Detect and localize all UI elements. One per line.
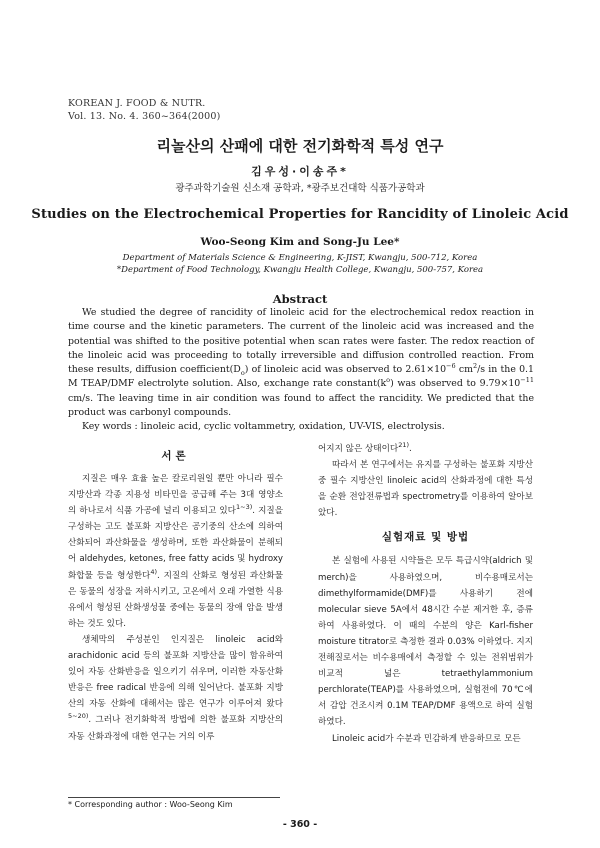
footnote-rule bbox=[68, 797, 280, 798]
affiliation-1: Department of Materials Science & Engineering, K-JIST, Kwangju, 500-712, Korea bbox=[122, 253, 478, 263]
intro-paragraph-3: 따라서 본 연구에서는 유지를 구성하는 불포화 지방산 중 필수 지방산인 linoleic acid의 산화과정에 대한 특성을 순환 전압전류법과 spectrometry를 이용하여 알아보았다. bbox=[318, 460, 533, 519]
abstract-body bbox=[68, 306, 534, 435]
journal-header bbox=[68, 97, 221, 123]
section-heading-introduction: 서론 bbox=[161, 450, 190, 462]
methods-paragraph-1: 본 실험에 사용된 시약들은 모두 특급시약(aldrich 및 merch)을 사용하였으며, 비수용매로서는 dimethylformamide(DMF)를 사용하기 전에 molecular sieve 5A에서 48시간 수분 제거한 후, 증류하여 사용하였다. 이 때의 수분의 양은 Karl-fisher moisture titrator로 측정한 결과 0.03% 이하였다. 지지전해질로서는 비수용매에서 측정할 수 있는 전위범위가 비교적 넓은 tetraethylammonium perchlorate(TEAP)를 사용하였으며, 실험전에 70℃에서 감압 건조시켜 0.1M TEAP/DMF 용액으로 하여 실험하였다. bbox=[318, 556, 533, 728]
journal-name: KOREAN J. FOOD & NUTR. bbox=[68, 98, 206, 109]
abstract-text: We studied the degree of rancidity of linoleic acid for the electrochemical redox reaction in time course and the kinetic parameters. The current of the linoleic acid was increased and the potential was shifted to the positive potential when scan rates were faster. The redox reaction of the linoleic acid was proceeding to totally irreversible and diffusion controlled reaction. From these results, diffusion $coefficient(D_o)$ of linoleic acid was observed to $2.61\times 10^{-6}$ $cm^2/s$ in the 0.1 M TEAP/DMF electrolyte solution. Also, exchange rate $constant(k^o)$ was observed to $9.79\times 10^{-11}$ cm/s. The leaving time in air condition was found to affect the rancidity. We predicted that the product was carbonyl compounds. bbox=[68, 307, 534, 419]
korean-title: 리놀산의 산패에 대한 전기화학적 특성 연구 bbox=[156, 137, 444, 155]
english-title: Studies on the Electrochemical Properties for Rancidity of Linoleic Acid bbox=[31, 207, 569, 222]
intro-paragraph-continued: 어지지 않은 상태이다$^{21)}$. bbox=[318, 441, 412, 454]
journal-volume: Vol. 13. No. 4. 360~364(2000) bbox=[68, 111, 221, 122]
english-authors: Woo-Seong Kim and Song-Ju Lee* bbox=[200, 236, 400, 248]
affiliation-2: *Department of Food Technology, Kwangju Health College, Kwangju, 500-757, Korea bbox=[116, 265, 484, 275]
korean-authors: 김우성·이송주* bbox=[251, 165, 349, 178]
left-column bbox=[68, 441, 283, 745]
keywords: Key words : linoleic acid, cyclic voltammetry, oxidation, UV-VIS, electrolysis. bbox=[82, 421, 445, 433]
page-number: - 360 - bbox=[282, 819, 318, 830]
intro-paragraph-1: 지질은 매우 효율 높은 칼로리원일 뿐만 아니라 필수 지방산과 각종 지용성 비타민을 공급해 주는 3대 영양소의 하나로서 식품 가공에 널리 이용되고 있다$^{1\sim 3)}$. 지질을 구성하는 고도 불포화 지방산은 공기중의 산소에 의하여 산화되어 과산화물을 생성하며, 또한 과산화물이 분해되어 aldehydes, ketones, free fatty acids 및 hydroxy 화합물 등을 형성한다$^{4)}$. 지질의 산화로 형성된 과산화물은 동물의 성장을 저하시키고, 고온에서 오래 가열한 식용유에서 형성된 산화생성물 중에는 동물의 장애 암을 발생하는 것도 있다. bbox=[68, 474, 283, 629]
right-column bbox=[318, 441, 533, 747]
intro-paragraph-2: 생체막의 주성분인 인지질은 linoleic acid와 arachidonic acid 등의 불포화 지방산을 많이 함유하여 있어 자동 산화반응을 일으키기 쉬우며, 이러한 자동산화반응은 free radical 반응에 의해 일어난다. 불포화 지방산의 자동 산화에 대해서는 많은 연구가 이루어져 왔다$^{5\sim 20)}$. 그러나 전기화학적 방법에 의한 불포화 지방산의 자동 산화과정에 대한 연구는 거의 이루 bbox=[68, 634, 283, 742]
korean-affiliation: 광주과학기술원 신소재 공학과, *광주보건대학 식품가공학과 bbox=[175, 183, 425, 194]
abstract-heading: Abstract bbox=[272, 292, 328, 306]
methods-paragraph-2: Linoleic acid가 수분과 민감하게 반응하므로 모든 bbox=[332, 733, 521, 744]
section-heading-methods: 실험재료 및 방법 bbox=[381, 531, 470, 544]
corresponding-author-footnote: * Corresponding author : Woo-Seong Kim bbox=[68, 800, 233, 809]
